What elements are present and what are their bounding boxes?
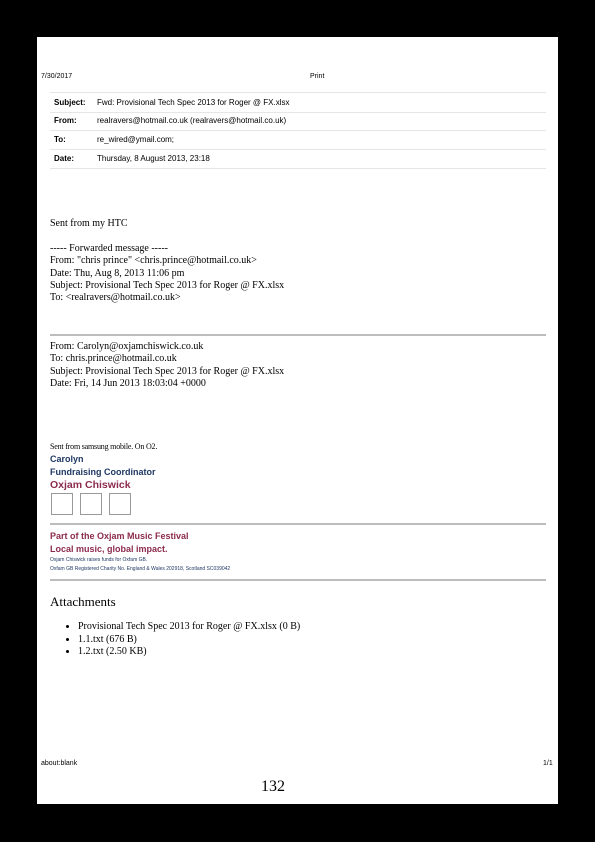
page-number: 132 (261, 778, 285, 795)
email-to-row (50, 130, 546, 150)
from-label: From: (54, 116, 77, 125)
signature-name: Carolyn (50, 454, 84, 464)
subject-value: Fwd: Provisional Tech Spec 2013 for Roger @ FX.xlsx (97, 98, 290, 107)
festival-line: Part of the Oxjam Music Festival (50, 531, 189, 541)
charity-note-1: Oxjam Chiswick raises funds for Oxfam GB. (50, 557, 148, 563)
orig-to: To: chris.prince@hotmail.co.uk (50, 353, 177, 365)
to-label: To: (54, 135, 66, 144)
signature-role: Fundraising Coordinator (50, 467, 156, 477)
orig-subject: Subject: Provisional Tech Spec 2013 for Roger @ FX.xlsx (50, 365, 285, 377)
fwd-date: Date: Thu, Aug 8, 2013 11:06 pm (50, 267, 185, 279)
attachment-item[interactable]: • Provisional Tech Spec 2013 for Roger @ FX.xlsx (0 B) (78, 621, 300, 634)
print-date: 7/30/2017 (41, 73, 73, 80)
printed-page (37, 37, 558, 804)
orig-from: From: Carolyn@oxjamchiswick.co.uk (50, 341, 204, 352)
date-label: Date: (54, 154, 75, 163)
attachment-item[interactable]: • 1.1.txt (676 B) (78, 634, 300, 647)
signature-divider (50, 523, 546, 525)
attachments-heading: Attachments (50, 594, 116, 609)
attachment-item[interactable]: • 1.2.txt (2.50 KB) (78, 646, 300, 659)
signature-org: Oxjam Chiswick (50, 479, 131, 491)
date-value: Thursday, 8 August 2013, 23:18 (97, 154, 210, 163)
email-subject-row (50, 92, 546, 113)
social-icon-3[interactable] (109, 493, 131, 515)
sent-from-mobile: Sent from samsung mobile. On O2. (50, 442, 158, 451)
charity-note-2: Oxfam GB Registered Charity No. England & Wales 202918, Scotland SC039042 (50, 566, 231, 572)
subject-label: Subject: (54, 98, 86, 107)
email-from-row (50, 111, 546, 131)
forwarded-header: ----- Forwarded message ----- (50, 243, 168, 254)
social-icon-2[interactable] (80, 493, 102, 515)
footer-page: 1/1 (543, 760, 553, 767)
fwd-to: To: <realravers@hotmail.co.uk> (50, 292, 181, 304)
attachments-list (64, 621, 300, 659)
fwd-from: From: "chris prince" <chris.prince@hotmail.co.uk> (50, 255, 257, 267)
print-title: Print (310, 73, 325, 80)
to-value: re_wired@ymail.com; (97, 135, 175, 144)
social-icon-1[interactable] (51, 493, 73, 515)
divider (50, 334, 546, 336)
forwarded-block (50, 243, 284, 304)
email-date-row (50, 149, 546, 169)
from-value: realravers@hotmail.co.uk (realravers@hotmail.co.uk) (97, 116, 287, 125)
orig-date: Date: Fri, 14 Jun 2013 18:03:04 +0000 (50, 377, 206, 389)
original-message-block (50, 341, 284, 390)
footer-url: about:blank (41, 760, 78, 767)
tagline: Local music, global impact. (50, 544, 168, 554)
sent-from-htc: Sent from my HTC (50, 218, 128, 229)
attachments-divider (50, 579, 546, 581)
fwd-subject: Subject: Provisional Tech Spec 2013 for Roger @ FX.xlsx (50, 279, 285, 291)
